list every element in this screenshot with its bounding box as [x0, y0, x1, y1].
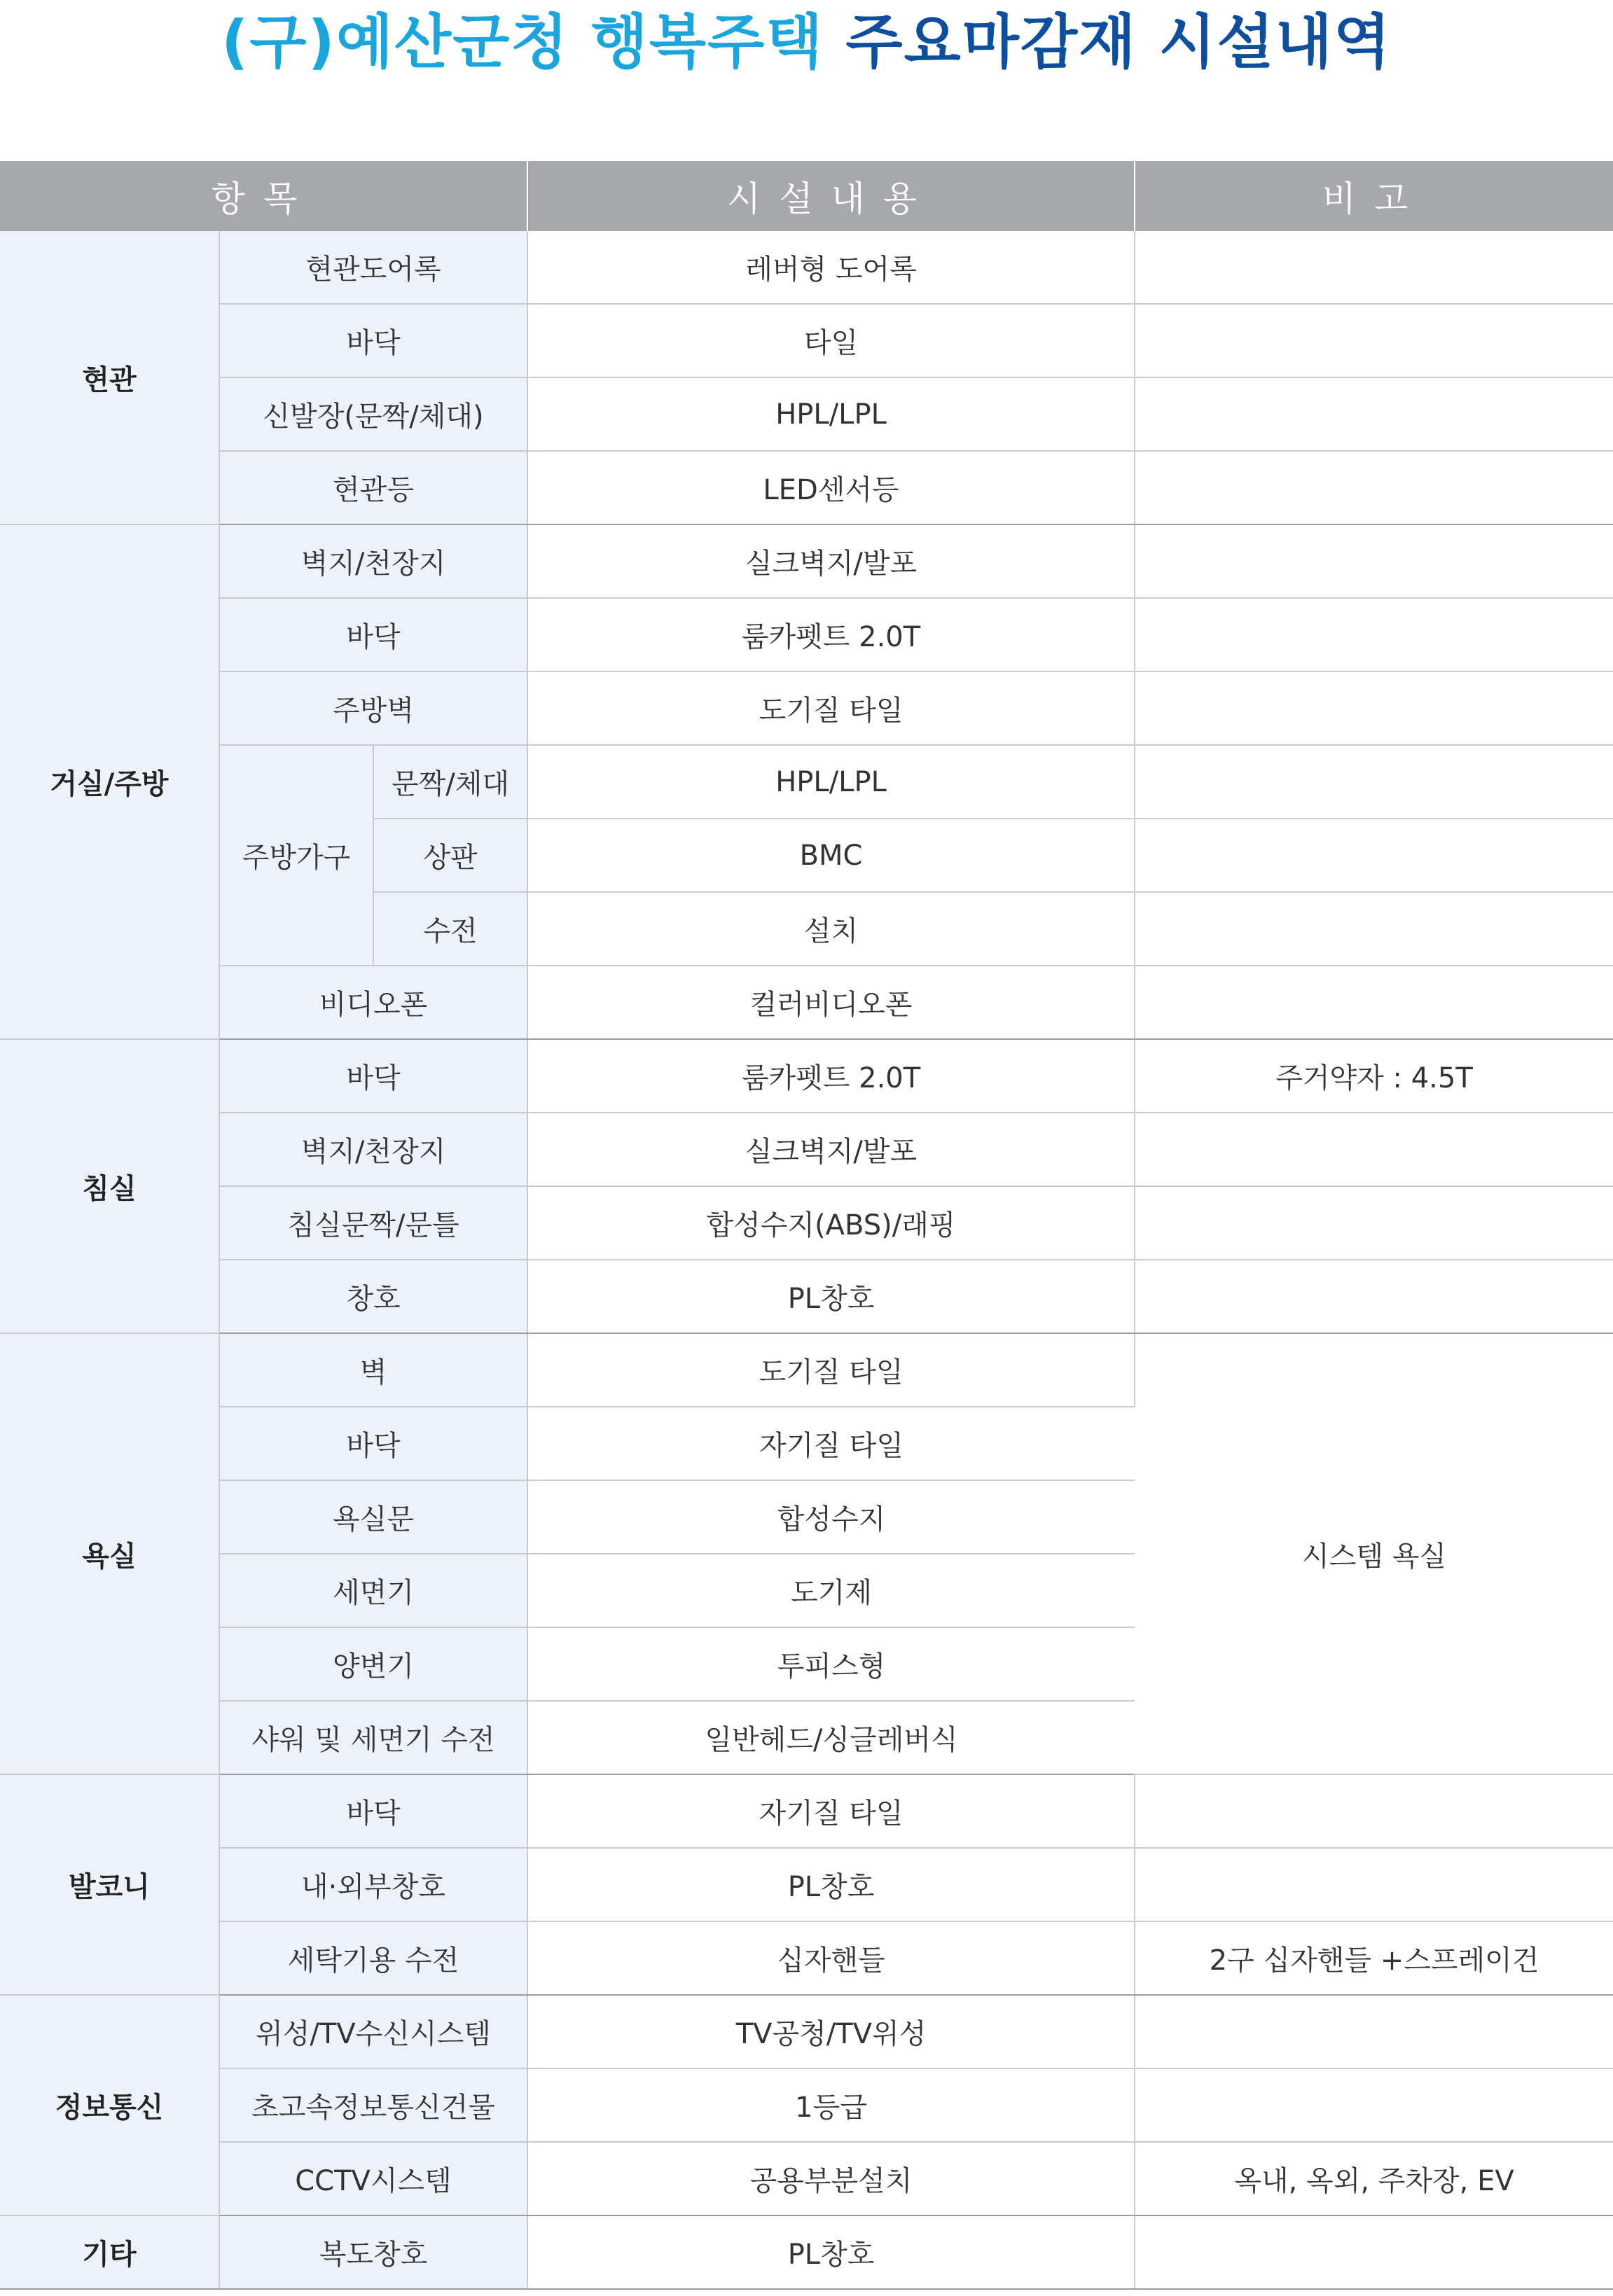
table-row — [0, 231, 1613, 304]
content-cell: 도기질 타일 — [527, 672, 1135, 745]
item-cell: 비디오폰 — [219, 966, 527, 1039]
item-cell: 세탁기용 수전 — [219, 1921, 527, 1995]
header-note: 비고 — [1135, 161, 1613, 231]
note-cell — [1135, 892, 1613, 966]
item-cell: 벽지/천장지 — [219, 524, 527, 598]
note-cell — [1135, 819, 1613, 892]
content-cell: 합성수지(ABS)/래핑 — [527, 1186, 1135, 1260]
table-row — [0, 524, 1613, 598]
table-header-row — [0, 161, 1613, 231]
item-cell: 주방벽 — [219, 672, 527, 745]
item-cell: 욕실문 — [219, 1480, 527, 1554]
item-cell: 침실문짝/문틀 — [219, 1186, 527, 1260]
item-cell: 바닥 — [219, 598, 527, 672]
item-cell: 바닥 — [219, 304, 527, 377]
category-cell: 침실 — [0, 1039, 219, 1333]
note-cell: 옥내, 옥외, 주차장, EV — [1135, 2142, 1613, 2215]
table-row — [0, 1260, 1613, 1333]
content-cell: 룸카펫트 2.0T — [527, 598, 1135, 672]
table-row — [0, 1186, 1613, 1260]
subitem-cell: 수전 — [373, 892, 527, 966]
facility-table — [0, 161, 1613, 2290]
table-row — [0, 377, 1613, 451]
note-cell — [1135, 1186, 1613, 1260]
category-cell: 현관 — [0, 231, 219, 524]
note-cell — [1135, 598, 1613, 672]
note-cell — [1135, 1113, 1613, 1186]
category-cell: 거실/주방 — [0, 524, 219, 1039]
note-cell — [1135, 2068, 1613, 2142]
item-cell: 바닥 — [219, 1039, 527, 1113]
item-cell: 현관도어록 — [219, 231, 527, 304]
note-cell — [1135, 524, 1613, 598]
note-cell — [1135, 1848, 1613, 1921]
content-cell: PL창호 — [527, 2215, 1135, 2289]
title-part2: 주요마감재 시설내역 — [845, 8, 1392, 76]
item-cell: 주방가구 — [219, 745, 373, 966]
content-cell: 실크벽지/발포 — [527, 524, 1135, 598]
item-cell: 복도창호 — [219, 2215, 527, 2289]
note-cell: 시스템 욕실 — [1135, 1333, 1613, 1774]
table-row — [0, 1333, 1613, 1407]
table-row — [0, 745, 1613, 819]
note-cell: 주거약자 : 4.5T — [1135, 1039, 1613, 1113]
note-cell — [1135, 745, 1613, 819]
content-cell: 십자핸들 — [527, 1921, 1135, 1995]
note-cell — [1135, 377, 1613, 451]
note-cell — [1135, 672, 1613, 745]
table-row — [0, 2068, 1613, 2142]
table-row — [0, 966, 1613, 1039]
page-title — [0, 0, 1613, 91]
item-cell: 위성/TV수신시스템 — [219, 1995, 527, 2068]
table-row — [0, 1848, 1613, 1921]
content-cell: 일반헤드/싱글레버식 — [527, 1701, 1135, 1774]
content-cell: 투피스형 — [527, 1627, 1135, 1701]
item-cell: 초고속정보통신건물 — [219, 2068, 527, 2142]
table-row — [0, 1113, 1613, 1186]
content-cell: 1등급 — [527, 2068, 1135, 2142]
content-cell: 도기질 타일 — [527, 1333, 1135, 1407]
item-cell: 벽 — [219, 1333, 527, 1407]
table-row — [0, 304, 1613, 377]
item-cell: 내·외부창호 — [219, 1848, 527, 1921]
item-cell: 벽지/천장지 — [219, 1113, 527, 1186]
note-cell — [1135, 1995, 1613, 2068]
content-cell: 타일 — [527, 304, 1135, 377]
content-cell: 실크벽지/발포 — [527, 1113, 1135, 1186]
note-cell — [1135, 451, 1613, 524]
category-cell: 정보통신 — [0, 1995, 219, 2215]
subitem-cell: 문짝/체대 — [373, 745, 527, 819]
note-cell — [1135, 231, 1613, 304]
content-cell: HPL/LPL — [527, 377, 1135, 451]
item-cell: 창호 — [219, 1260, 527, 1333]
note-cell — [1135, 2215, 1613, 2289]
title-part1: (구)예산군청 행복주택 — [221, 8, 824, 76]
table-row — [0, 2215, 1613, 2289]
table-row — [0, 1921, 1613, 1995]
content-cell: LED센서등 — [527, 451, 1135, 524]
item-cell: CCTV시스템 — [219, 2142, 527, 2215]
table-row — [0, 598, 1613, 672]
content-cell: 자기질 타일 — [527, 1407, 1135, 1480]
content-cell: 합성수지 — [527, 1480, 1135, 1554]
item-cell: 신발장(문짝/체대) — [219, 377, 527, 451]
table-row — [0, 1774, 1613, 1848]
content-cell: PL창호 — [527, 1848, 1135, 1921]
note-cell — [1135, 1774, 1613, 1848]
content-cell: 레버형 도어록 — [527, 231, 1135, 304]
table-row — [0, 1039, 1613, 1113]
item-cell: 세면기 — [219, 1554, 527, 1627]
note-cell — [1135, 1260, 1613, 1333]
content-cell: TV공청/TV위성 — [527, 1995, 1135, 2068]
content-cell: BMC — [527, 819, 1135, 892]
content-cell: 자기질 타일 — [527, 1774, 1135, 1848]
content-cell: HPL/LPL — [527, 745, 1135, 819]
category-cell: 발코니 — [0, 1774, 219, 1995]
category-cell: 기타 — [0, 2215, 219, 2289]
note-cell — [1135, 304, 1613, 377]
table-row — [0, 1995, 1613, 2068]
content-cell: 설치 — [527, 892, 1135, 966]
table-row — [0, 672, 1613, 745]
note-cell — [1135, 966, 1613, 1039]
header-item: 항목 — [0, 161, 527, 231]
item-cell: 현관등 — [219, 451, 527, 524]
note-cell: 2구 십자핸들 +스프레이건 — [1135, 1921, 1613, 1995]
subitem-cell: 상판 — [373, 819, 527, 892]
content-cell: 공용부분설치 — [527, 2142, 1135, 2215]
table-row — [0, 451, 1613, 524]
content-cell: 룸카펫트 2.0T — [527, 1039, 1135, 1113]
content-cell: 컬러비디오폰 — [527, 966, 1135, 1039]
item-cell: 양변기 — [219, 1627, 527, 1701]
item-cell: 바닥 — [219, 1774, 527, 1848]
content-cell: 도기제 — [527, 1554, 1135, 1627]
item-cell: 바닥 — [219, 1407, 527, 1480]
header-content: 시설내용 — [527, 161, 1135, 231]
item-cell: 샤워 및 세면기 수전 — [219, 1701, 527, 1774]
category-cell: 욕실 — [0, 1333, 219, 1774]
content-cell: PL창호 — [527, 1260, 1135, 1333]
table-row — [0, 2142, 1613, 2215]
